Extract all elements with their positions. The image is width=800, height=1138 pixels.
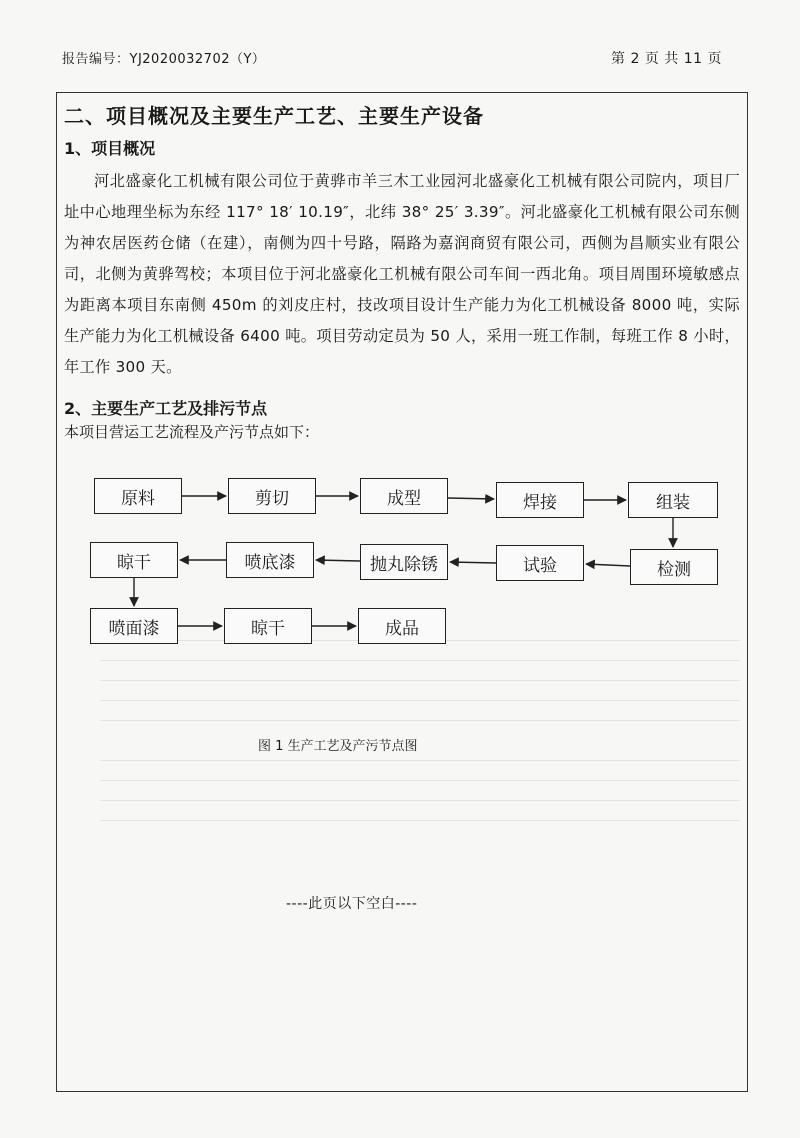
flow-step-assemble: 组装 [628,482,718,518]
subsection-title-overview: 1、项目概况 [64,139,156,158]
flow-step-test: 试验 [496,545,584,581]
flow-step-shot-blast: 抛丸除锈 [360,544,448,580]
section-title: 二、项目概况及主要生产工艺、主要生产设备 [64,104,484,128]
flow-step-raw: 原料 [94,478,182,514]
subsection-title-process: 2、主要生产工艺及排污节点 [64,399,268,418]
report-number: 报告编号：YJ2020032702（Y） [62,52,266,67]
blank-page-note: ----此页以下空白---- [286,896,418,912]
flow-step-form: 成型 [360,478,448,514]
flow-step-dry-2: 晾干 [224,608,312,644]
process-intro: 本项目营运工艺流程及产污节点如下： [64,423,320,441]
flow-step-product: 成品 [358,608,446,644]
figure-caption: 图 1 生产工艺及产污节点图 [258,739,418,754]
flow-step-cut: 剪切 [228,478,316,514]
flow-step-weld: 焊接 [496,482,584,518]
flow-step-topcoat: 喷面漆 [90,608,178,644]
page-indicator: 第 2 页 共 11 页 [611,51,722,67]
flow-step-inspect: 检测 [630,549,718,585]
flow-step-primer: 喷底漆 [226,542,314,578]
overview-paragraph: 河北盛豪化工机械有限公司位于黄骅市羊三木工业园河北盛豪化工机械有限公司院内，项目厂址中心地理坐标为东经 117° 18′ 10.19″，北纬 38° 25′ 3.39″。河北盛豪化工机械有限公司东侧为神农居医药仓储（在建），南侧为四十号路，隔路为嘉润商贸有限公司，西侧为昌顺实业有限公司，北侧为黄骅驾校；本项目位于河北盛豪化工机械有限公司车间一西北角。项目周围环境敏感点为距离本项目东南侧 450m 的刘皮庄村，技改项目设计生产能力为化工机械设备 8000 吨，实际生产能力为化工机械设备 6400 吨。项目劳动定员为 50 人，采用一班工作制，每班工作 8 小时，年工作 300 天。 [64,172,740,376]
flow-step-dry-1: 晾干 [90,542,178,578]
